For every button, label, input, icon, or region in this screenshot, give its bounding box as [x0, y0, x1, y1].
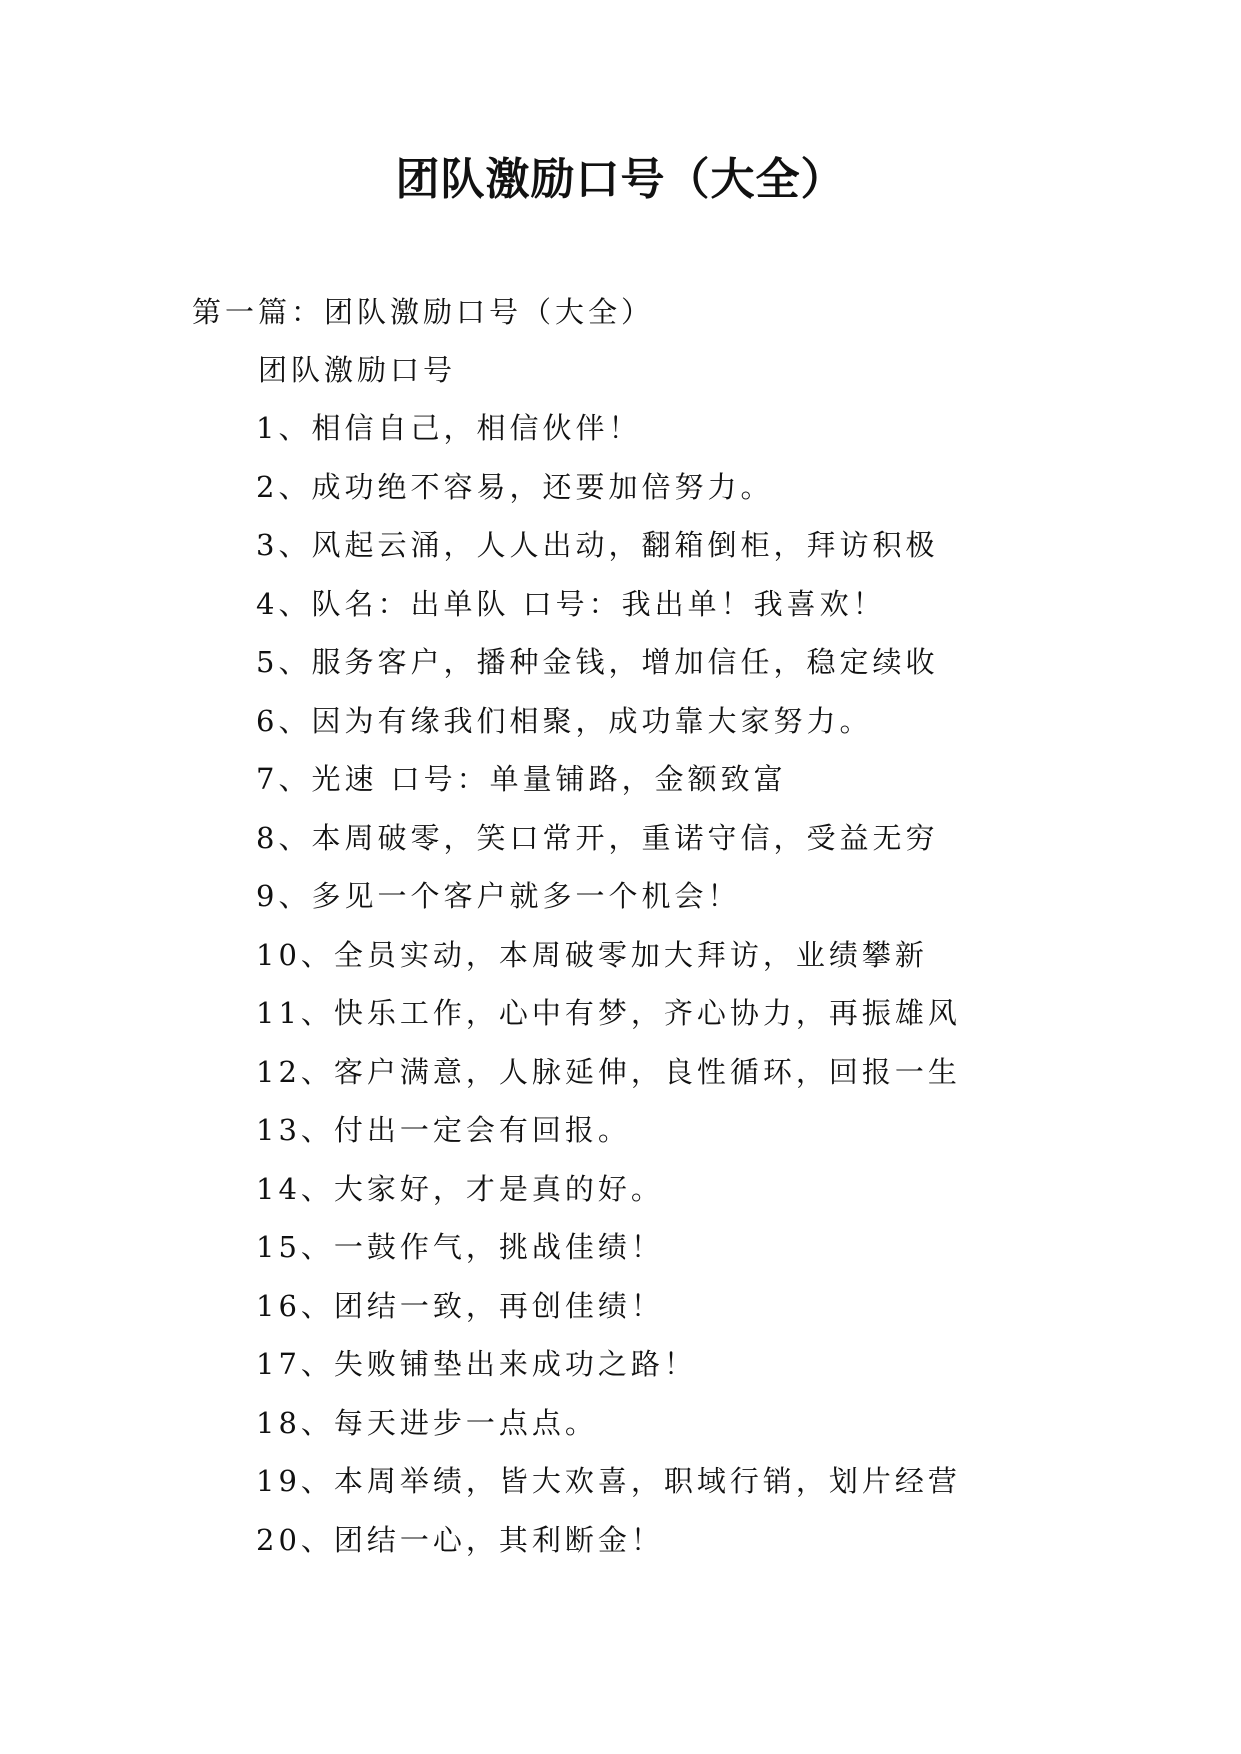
slogan-item-14: 14、大家好，才是真的好。: [256, 1171, 664, 1206]
slogan-item-11: 11、快乐工作，心中有梦，齐心协力，再振雄风: [256, 996, 961, 1030]
slogan-item-19: 19、本周举绩，皆大欢喜，职域行销，划片经营: [256, 1464, 961, 1498]
slogan-item-13: 13、付出一定会有回报。: [256, 1113, 631, 1147]
slogan-item-10: 10、全员实动，本周破零加大拜访，业绩攀新: [256, 937, 928, 972]
sub-heading: 团队激励口号: [258, 353, 457, 387]
slogan-item-5: 5、服务客户，播种金钱，增加信任，稳定续收: [256, 645, 939, 679]
slogan-item-4: 4、队名：出单队 口号：我出单！我喜欢！: [256, 586, 886, 621]
slogan-item-2: 2、成功绝不容易，还要加倍努力。: [256, 469, 774, 504]
section-heading: 第一篇：团队激励口号（大全）: [192, 295, 655, 329]
slogan-item-9: 9、多见一个客户就多一个机会！: [256, 879, 741, 913]
slogan-item-8: 8、本周破零，笑口常开，重诺守信，受益无穷: [256, 820, 939, 855]
slogan-item-6: 6、因为有缘我们相聚，成功靠大家努力。: [256, 703, 873, 738]
slogan-item-17: 17、失败铺垫出来成功之路！: [256, 1347, 697, 1381]
slogan-item-15: 15、一鼓作气，挑战佳绩！: [256, 1230, 664, 1264]
slogan-item-1: 1、相信自己，相信伙伴！: [256, 411, 642, 445]
slogan-list: [256, 408, 1176, 1578]
slogan-item-7: 7、光速 口号：单量铺路，金额致富: [256, 762, 787, 796]
document-title: 团队激励口号（大全）: [395, 154, 846, 205]
slogan-item-20: 20、团结一心，其利断金！: [256, 1522, 664, 1557]
slogan-item-3: 3、风起云涌，人人出动，翻箱倒柜，拜访积极: [256, 528, 939, 562]
slogan-item-18: 18、每天进步一点点。: [256, 1405, 598, 1440]
slogan-item-16: 16、团结一致，再创佳绩！: [256, 1288, 664, 1323]
slogan-item-12: 12、客户满意，人脉延伸，良性循环，回报一生: [256, 1054, 961, 1089]
